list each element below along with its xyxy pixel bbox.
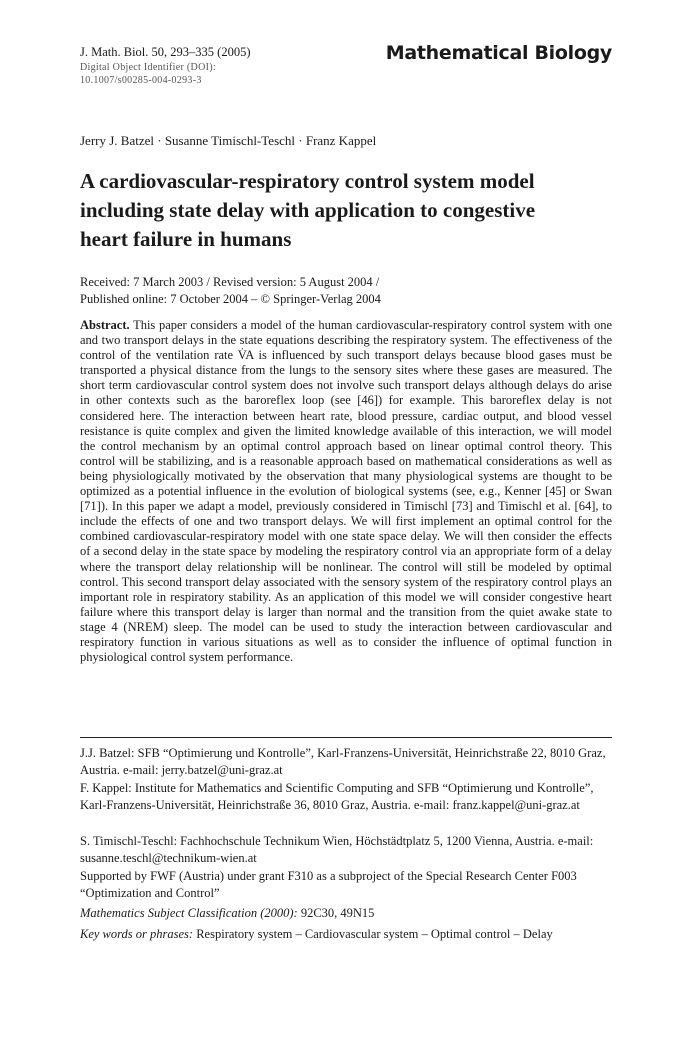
msc-label: Mathematics Subject Classification (2000): [80, 906, 298, 920]
msc-codes: 92C30, 49N15 [300, 906, 375, 920]
published-line: Published online: 7 October 2004 – © Springer-Verlag 2004 [80, 292, 381, 306]
page-header [80, 40, 612, 100]
journal-reference [80, 44, 380, 87]
footnote-kappel: F. Kappel: Institute for Mathematics and Scientific Computing and SFB “Optimierung und Kontrolle”, Karl-Franzens-Universität, Heinrichstraße 36, 8010 Graz, Austria. e-mail: franz.kappel@uni-graz.at [80, 781, 594, 812]
footnote-rule [80, 737, 612, 738]
citation: J. Math. Biol. 50, 293–335 (2005) [80, 45, 251, 59]
doi-label: Digital Object Identifier (DOI): [80, 62, 216, 73]
footnote-batzel: J.J. Batzel: SFB “Optimierung und Kontrolle”, Karl-Franzens-Universität, Heinrichstraße 22, 8010 Graz, Austria. e-mail: jerry.batzel@uni-graz.at [80, 746, 606, 777]
footnote-msc [80, 905, 612, 922]
authors: Jerry J. Batzel · Susanne Timischl-Teschl · Franz Kappel [80, 133, 377, 148]
publication-dates [80, 274, 612, 308]
doi: 10.1007/s00285-004-0293-3 [80, 75, 202, 86]
journal-name: Mathematical Biology [385, 42, 612, 64]
keywords-label: Key words or phrases: [80, 927, 194, 941]
footnote-timischl: S. Timischl-Teschl: Fachhochschule Technikum Wien, Höchstädtplatz 5, 1200 Vienna, Austria. e-mail: susanne.teschl@technikum-wien.at [80, 834, 594, 865]
paper-title: A cardiovascular-respiratory control system model including state delay with application to congestive heart failure in humans [80, 169, 536, 251]
footnote-funding: Supported by FWF (Austria) under grant F310 as a subproject of the Special Research Center F003 “Optimization and Control” [80, 869, 577, 900]
abstract [80, 318, 612, 665]
abstract-text: This paper considers a model of the human cardiovascular-respiratory control system with one and two transport delays in the state equations describing the respiratory system. The effectiveness of the control of the ventilation rate V̇A is influenced by such transport delays because blood gases must be transported a physical distance from the lungs to the sensory sites where these gases are measured. The short term cardiovascular control system does not involve such transport delays although delays do arise in other contexts such as the baroreflex loop (see [46]) for example. This baroreflex delay is not considered here. The interaction between heart rate, blood pressure, cardiac output, and blood vessel resistance is quite complex and given the limited knowledge available of this interaction, we will model the control mechanism by an optimal control approach based on linear optimal control theory. This control will be stabilizing, and is a reasonable approach based on mathematical considerations as well as being physiologically motivated by the observation that many physiological systems are thought to be optimized as a potential influence in the evolution of biological systems (see, e.g., Kenner [45] or Swan [71]). In this paper we adapt a model, previously considered in Timischl [73] and Timischl et al. [64], to include the effects of one and two transport delays. We will first implement an optimal control for the combined cardiovascular-respiratory model with one state space delay. We will then consider the effects of a second delay in the state space by modeling the respiratory control via an appropriate form of a delay where the transport delay relationship will be nonlinear. The control will still be modeled by optimal control. This second transport delay associated with the sensory system of the respiratory control plays an important role in respiratory stability. As an application of this model we will consider congestive heart failure where this transport delay is larger than normal and the transition from the quiet awake state to stage 4 (NREM) sleep. The model can be used to study the interaction between cardiovascular and respiratory function in various situations as well as to consider the influence of optimal function in physiological control system performance. [80, 318, 612, 665]
abstract-label: Abstract. [80, 318, 130, 332]
footnote-keywords [80, 926, 612, 943]
received-line: Received: 7 March 2003 / Revised version: 5 August 2004 / [80, 275, 380, 289]
keywords-text: Respiratory system – Cardiovascular system – Optimal control – Delay [196, 927, 553, 941]
